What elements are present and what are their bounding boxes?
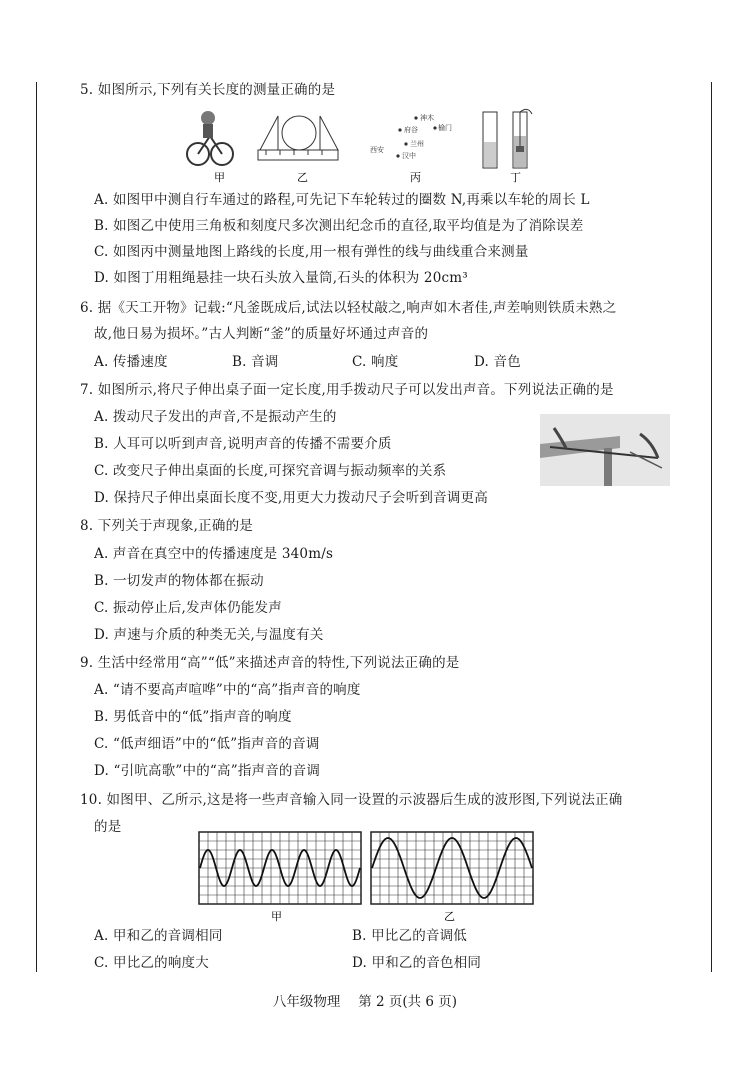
left-margin-line xyxy=(36,82,37,972)
q5-option-b: B. 如图乙中使用三角板和刻度尺多次测出纪念币的直径,取平均值是为了消除误差 xyxy=(94,218,584,234)
q10-option-a: A. 甲和乙的音调相同 xyxy=(94,928,223,944)
coin-measure-figure xyxy=(258,116,338,160)
q7-option-a: A. 拨动尺子发出的声音,不是振动产生的 xyxy=(94,409,337,425)
right-margin-line xyxy=(711,82,712,972)
q7-option-b: B. 人耳可以听到声音,说明声音的传播不需要介质 xyxy=(94,436,392,452)
q9-option-c: C. “低声细语”中的“低”指声音的音调 xyxy=(94,736,320,752)
q10-option-d: D. 甲和乙的音色相同 xyxy=(352,955,482,971)
q10-option-c: C. 甲比乙的响度大 xyxy=(94,955,209,971)
q10-stem-line1: 10. 如图甲、乙所示,这是将一些声音输入同一设置的示波器后生成的波形图,下列说法正确 xyxy=(80,792,623,808)
q9-option-d: D. “引吭高歌”中的“高”指声音的音调 xyxy=(94,763,321,779)
q7-ruler-table-figure xyxy=(540,414,670,486)
map-label: 西安 xyxy=(370,146,384,154)
map-label: 兰州 xyxy=(410,140,424,148)
q9-option-a: A. “请不要高声喧哗”中的“高”指声音的响度 xyxy=(94,682,361,698)
q9-stem: 9. 生活中经常用“高”“低”来描述声音的特性,下列说法正确的是 xyxy=(80,655,460,671)
q6-option-c: C. 响度 xyxy=(352,354,399,370)
q7-option-c: C. 改变尺子伸出桌面的长度,可探究音调与振动频率的关系 xyxy=(94,463,447,479)
q7-stem: 7. 如图所示,将尺子伸出桌子面一定长度,用手拨动尺子可以发出声音。下列说法正确的是 xyxy=(80,382,614,398)
map-label: 府谷 xyxy=(404,126,418,134)
q10-stem-line2: 的是 xyxy=(94,819,122,835)
page-footer: 八年级物理 第 2 页(共 6 页) xyxy=(272,994,458,1010)
q5-figures xyxy=(180,106,550,184)
q6-option-d: D. 音色 xyxy=(474,354,521,370)
q8-option-d: D. 声速与介质的种类无关,与温度有关 xyxy=(94,627,324,643)
q10-option-b: B. 甲比乙的音调低 xyxy=(352,928,468,944)
waveform-label-yi: 乙 xyxy=(444,910,455,923)
q9-option-b: B. 男低音中的“低”指声音的响度 xyxy=(94,709,292,725)
q6-option-a: A. 传播速度 xyxy=(94,354,168,370)
waveform-label-jia: 甲 xyxy=(271,910,282,923)
figure-label-bing: 丙 xyxy=(410,171,421,184)
map-figure xyxy=(370,113,452,160)
figure-label-yi: 乙 xyxy=(297,171,308,184)
bicycle-figure xyxy=(187,111,233,165)
q8-option-c: C. 振动停止后,发声体仍能发声 xyxy=(94,600,282,616)
q5-option-a: A. 如图甲中测自行车通过的路程,可先记下车轮转过的圈数 N,再乘以车轮的周长 L xyxy=(94,192,590,208)
map-label: 神木 xyxy=(420,114,434,122)
q8-stem: 8. 下列关于声现象,正确的是 xyxy=(80,518,253,534)
q6-stem-line1: 6. 据《天工开物》记载:“凡釜既成后,试法以轻杖敲之,响声如木者佳,声差响则铁质未熟之 xyxy=(80,300,617,316)
q8-option-b: B. 一切发声的物体都在振动 xyxy=(94,573,264,589)
q5-option-d: D. 如图丁用粗绳悬挂一块石头放入量筒,石头的体积为 20cm³ xyxy=(94,270,468,286)
q8-option-a: A. 声音在真空中的传播速度是 340m/s xyxy=(94,546,334,562)
q10-waveform-figure xyxy=(195,828,540,928)
map-label: 榆门 xyxy=(438,124,452,132)
q6-option-b: B. 音调 xyxy=(232,354,279,370)
q7-option-d: D. 保持尺子伸出桌面长度不变,用更大力拨动尺子会听到音调更高 xyxy=(94,490,488,506)
figure-label-jia: 甲 xyxy=(214,171,225,184)
q5-option-c: C. 如图丙中测量地图上路线的长度,用一根有弹性的线与曲线重合来测量 xyxy=(94,244,529,260)
q5-stem: 5. 如图所示,下列有关长度的测量正确的是 xyxy=(80,82,336,98)
map-label: 汉中 xyxy=(402,152,416,160)
q6-stem-line2: 故,他日易为损坏。”古人判断“釜”的质量好坏通过声音的 xyxy=(94,326,429,342)
figure-label-ding: 丁 xyxy=(510,171,521,184)
cylinder-figure xyxy=(483,109,532,168)
